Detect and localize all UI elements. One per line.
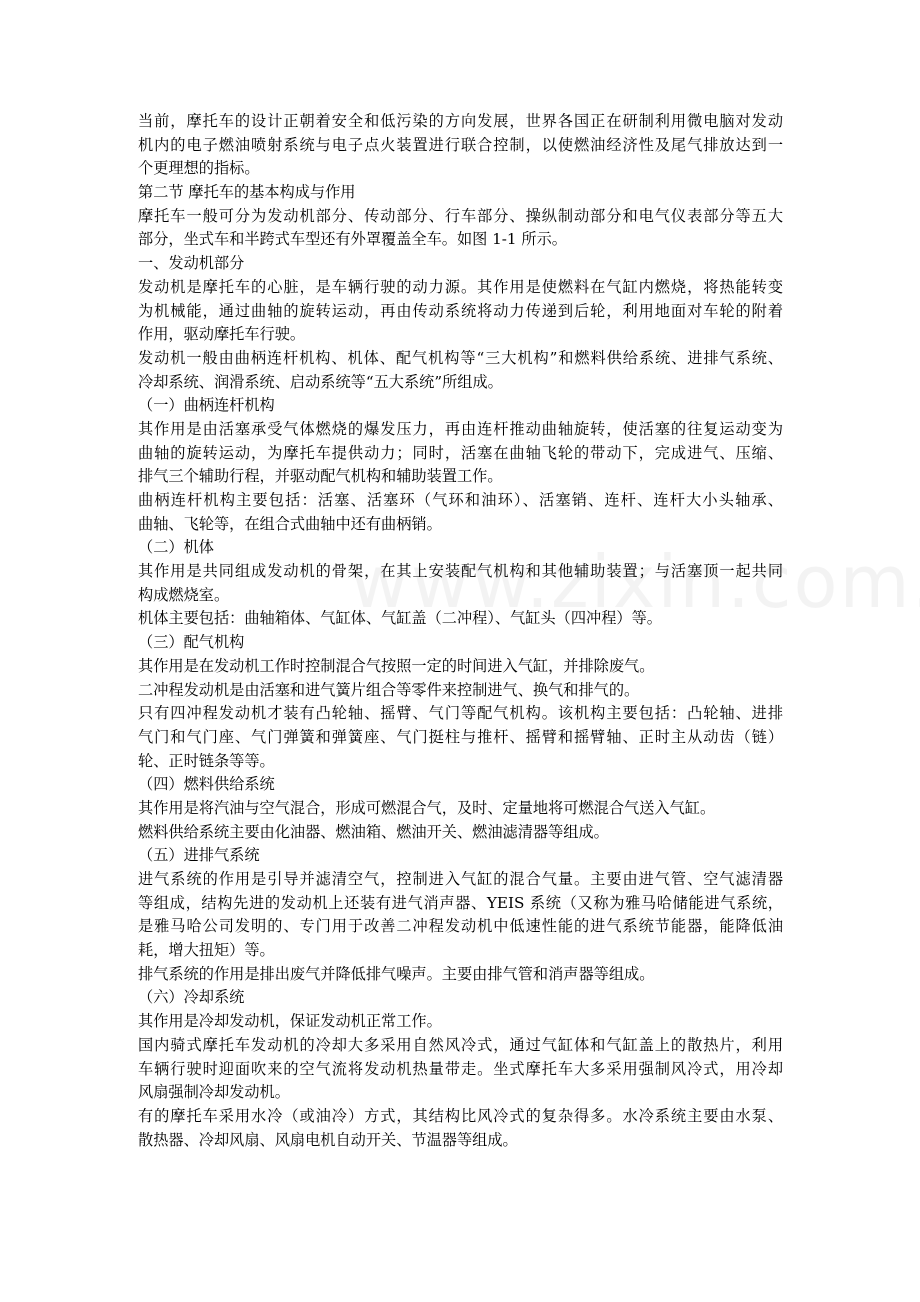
text-line: 个更理想的指标。 [138,159,260,178]
text-line: （一）曲柄连杆机构 [138,396,275,415]
text-line: 国内骑式摩托车发动机的冷却大多采用自然风冷式，通过气缸体和气缸盖上的散热片，利用 [138,1035,783,1054]
text-line: 为机械能，通过曲轴的旋转运动，再由传动系统将动力传递到后轮，利用地面对车轮的附着 [138,301,783,320]
text-line: 曲柄连杆机构主要包括：活塞、活塞环（气环和油环）、活塞销、连杆、连杆大小头轴承、 [138,491,783,509]
text-line: 摩托车一般可分为发动机部分、传动部分、行车部分、操纵制动部分和电气仪表部分等五大 [138,206,783,225]
text-line: 曲轴、飞轮等，在组合式曲轴中还有曲柄销。 [138,514,442,533]
text-line: 其作用是在发动机工作时控制混合气按照一定的时间进入气缸，并排除废气。 [138,656,655,675]
text-line: 一、发动机部分 [138,254,245,273]
text-line: （二）机体 [138,538,214,557]
text-line: 其作用是将汽油与空气混合，形成可燃混合气，及时、定量地将可燃混合气送入气缸。 [138,798,716,817]
text-line: 发动机是摩托车的心脏，是车辆行驶的动力源。其作用是使燃料在气缸内燃烧，将热能转变 [138,277,783,296]
text-line: 发动机一般由曲柄连杆机构、机体、配气机构等“三大机构”和燃料供给系统、进排气系统、 [138,348,783,367]
text-line: 等组成，结构先进的发动机上还装有进气消声器、YEIS 系统（又称为雅马哈储能进气系统， [138,893,783,912]
text-line: 排气三个辅助行程，并驱动配气机构和辅助装置工作。 [138,467,503,486]
document-body [138,110,783,1152]
text-line: 作用，驱动摩托车行驶。 [138,325,306,344]
text-line: 轮、正时链条等等。 [138,751,275,770]
text-line: 是雅马哈公司发明的、专门用于改善二冲程发动机中低速性能的进气系统节能器，能降低油 [138,917,783,936]
text-line: 散热器、冷却风扇、风扇电机自动开关、节温器等组成。 [138,1130,518,1149]
text-line: 车辆行驶时迎面吹来的空气流将发动机热量带走。坐式摩托车大多采用强制风冷式，用冷却 [138,1059,783,1078]
text-line: 当前，摩托车的设计正朝着安全和低污染的方向发展，世界各国正在研制利用微电脑对发动 [138,112,783,130]
text-line: （六）冷却系统 [138,988,245,1007]
text-line: 进气系统的作用是引导并滤清空气，控制进入气缸的混合气量。主要由进气管、空气滤清器 [138,870,783,888]
text-line: 二冲程发动机是由活塞和进气簧片组合等零件来控制进气、换气和排气的。 [138,680,640,699]
text-line: 机内的电子燃油喷射系统与电子点火装置进行联合控制，以使燃油经济性及尾气排放达到一 [138,135,783,154]
text-line: （五）进排气系统 [138,846,260,865]
text-line: 其作用是由活塞承受气体燃烧的爆发压力，再由连杆推动曲轴旋转，使活塞的往复运动变为 [138,419,783,438]
text-line: 有的摩托车采用水冷（或油冷）方式，其结构比风冷式的复杂得多。水冷系统主要由水泵、 [138,1106,783,1125]
text-line: 燃料供给系统主要由化油器、燃油箱、燃油开关、燃油滤清器等组成。 [138,822,609,841]
text-line: （四）燃料供给系统 [138,775,275,794]
text-line: 第二节 摩托车的基本构成与作用 [138,183,356,202]
text-line: 风扇强制冷却发动机。 [138,1083,290,1102]
text-line: 机体主要包括：曲轴箱体、气缸体、气缸盖（二冲程）、气缸头（四冲程）等。 [138,609,662,628]
text-line: （三）配气机构 [138,633,245,652]
text-line: 其作用是共同组成发动机的骨架，在其上安装配气机构和其他辅助装置；与活塞顶一起共同 [138,562,783,581]
text-line: 冷却系统、润滑系统、启动系统等“五大系统”所组成。 [138,372,503,391]
text-line: 排气系统的作用是排出废气并降低排气噪声。主要由排气管和消声器等组成。 [138,964,655,983]
text-line: 气门和气门座、气门弹簧和弹簧座、气门挺柱与推杆、摇臂和摇臂轴、正时主从动齿（链） [138,727,783,746]
text-line: 只有四冲程发动机才装有凸轮轴、摇臂、气门等配气机构。该机构主要包括：凸轮轴、进排 [138,704,783,723]
text-line: 部分，坐式车和半跨式车型还有外罩覆盖全车。如图 1-1 所示。 [138,230,567,249]
text-line: 构成燃烧室。 [138,585,230,604]
text-line: 耗，增大扭矩）等。 [138,941,275,960]
text-line: 曲轴的旋转运动，为摩托车提供动力；同时，活塞在曲轴飞轮的带动下，完成进气、压缩、 [138,443,783,462]
text-line: 其作用是冷却发动机，保证发动机正常工作。 [138,1012,442,1031]
